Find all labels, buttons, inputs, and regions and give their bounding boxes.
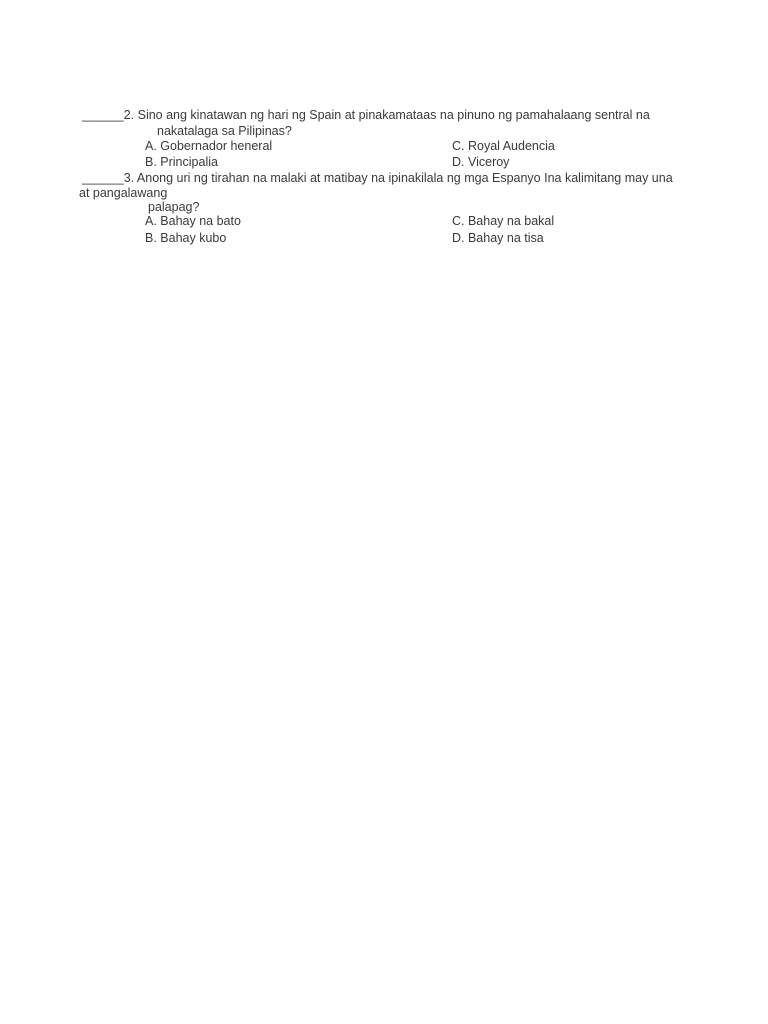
question-3-stem: ______3. Anong uri ng tirahan na malaki at matibay na ipinakilala ng mga Espanyo Ina kalimitang may una <box>82 171 673 185</box>
question-2-stem-continued: nakatalaga sa Pilipinas? <box>157 124 292 138</box>
question-3-stem-continued: palapag? <box>148 200 200 214</box>
question-3-choice-c: C. Bahay na bakal <box>452 214 555 228</box>
question-2-choice-d: D. Viceroy <box>452 155 510 169</box>
question-2-choice-a: A. Gobernador heneral <box>145 139 273 153</box>
question-3-choice-b: B. Bahay kubo <box>145 231 227 245</box>
question-3-choice-d: D. Bahay na tisa <box>452 231 544 245</box>
question-3-stem-wrap: at pangalawang <box>79 186 168 200</box>
question-2-choice-b: B. Principalia <box>145 155 218 169</box>
question-2-choice-c: C. Royal Audencia <box>452 139 555 153</box>
question-3-choice-a: A. Bahay na bato <box>145 214 241 228</box>
question-2-stem: ______2. Sino ang kinatawan ng hari ng Spain at pinakamataas na pinuno ng pamahalaang sentral na <box>82 108 650 122</box>
